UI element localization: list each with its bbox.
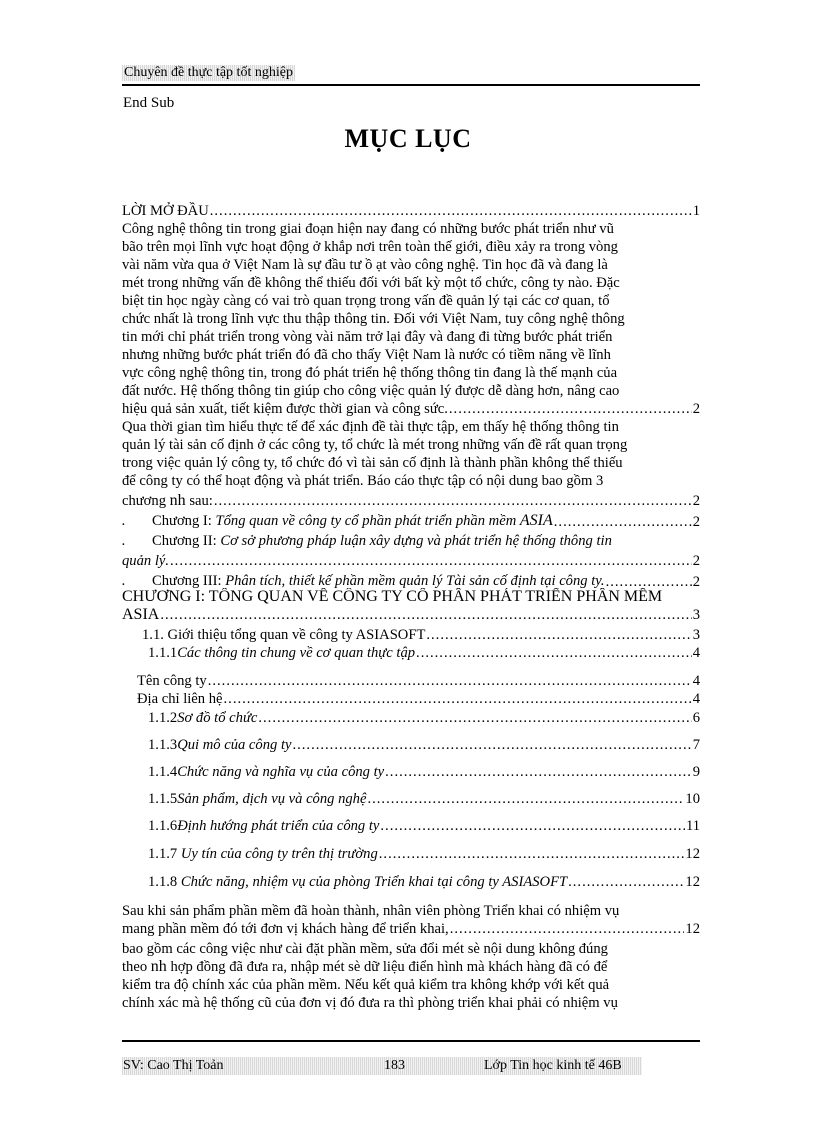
bullet-icon: . <box>122 516 125 528</box>
toc-entry-1-1-1[interactable]: 1.1.1Các thông tin chung về cơ quan thực tập ..... 4 <box>122 644 700 662</box>
toc-bullet-chuong-3[interactable]: . Chương III: Phân tích, thiết kế phần mềm quản lý Tài sản cố định tại công ty. ..... 2 <box>122 572 700 591</box>
toc-entry-1-1-2[interactable]: 1.1.2Sơ đồ tổ chức ..... 6 <box>122 709 700 727</box>
page-title: MỤC LỤC <box>344 124 472 153</box>
toc-entry-1-1-8[interactable]: 1.1.8 Chức năng, nhiệm vụ của phòng Triển khai tại công ty ASIASOFT ..... 12 <box>122 873 700 891</box>
page-footer <box>122 1040 700 1082</box>
footer-class: Lớp Tin học kinh tế 46B <box>484 1058 622 1073</box>
toc-bullet-chuong-1[interactable]: . Chương I: Tổng quan về công ty cổ phần phát triển phần mềm ASIA ..... 2 <box>122 512 700 531</box>
toc-entry-1-1-4[interactable]: 1.1.4Chức năng và nghĩa vụ của công ty ..... 9 <box>122 763 700 781</box>
toc-entry-ten-cong-ty[interactable]: Tên công ty ..... 4 <box>122 672 700 690</box>
page-header <box>122 64 700 86</box>
toc-entry-1-1[interactable]: 1.1. Giới thiệu tổng quan về công ty ASIASOFT ..... 3 <box>122 626 700 644</box>
header-text: Chuyên đề thực tập tốt nghiệp <box>124 65 293 80</box>
footer-student: SV: Cao Thị Toản <box>123 1058 224 1073</box>
toc-entry-1-1-6[interactable]: 1.1.6Định hướng phát triển của công ty ..... 11 <box>122 817 700 835</box>
bullet-icon: . <box>122 576 125 588</box>
footer-page-number: 183 <box>384 1058 405 1073</box>
toc-entry-1-1-3[interactable]: 1.1.3Qui mô của công ty ..... 7 <box>122 736 700 754</box>
toc-entry-1-1-7[interactable]: 1.1.7 Uy tín của công ty trên thị trường ..... 12 <box>122 845 700 863</box>
toc-entry-dia-chi[interactable]: Địa chỉ liên hệ ..... 4 <box>122 690 700 708</box>
document-page: Chuyên đề thực tập tốt nghiệp End Sub MỤC LỤC LỜI MỞ ĐẦU ..... 1 Công nghệ thông tin trong giai đoạn hiện nay đang có những bước phát triển như vũ bão trên mọi lĩnh vực hoạt động ở khắp nơi trên toàn thế giới, điều xảy ra trong vòng vài năm vừa qua ở Việt Nam là sự đầu tư ồ ạt vào công nghệ. Tin học đã và đang là mét trong những vấn đề không thể thiếu đối với bất kỳ một tổ chức, công ty nào. Đặc biệt tin học ngày càng có vai trò quan trọng trong vấn đề quản lý tại các cơ quan, tổ chức nhất là trong lĩnh vực thu thập thông tin. Đối với Việt Nam, tuy công nghệ thông tin mới chỉ phát triển trong vòng vài năm trở lại đây và đang đi từng bước phát triển nhưng những bước phát triển đó đã cho thấy Việt Nam là nước có tiềm năng về lĩnh vực công nghệ thông tin, trong đó phát triển hệ thống thông tin đang là thế mạnh của đất nước. Hệ thống thông tin giúp cho công việc quản lý được dễ dàng hơn, nâng cao hiệu quả sản xuất, tiết kiệm được thời gian và công sức. ..... 2 Qua thời gian tìm hiểu thực tế để xác định đề tài thực tập, em thấy hệ thống thông tin quản lý tài sản cố định ở các công ty, tổ chức là mét trong những vấn đề rất quan trọng trong việc quản lý công ty, tổ chức đó vì tài sản cố định là thành phần không thể thiếu để công ty có thể hoạt động và phát triển. Báo cáo thực tập có nội dung bao gồm 3 chương nh sau: ..... 2 . Chương I: Tổng quan về công ty cổ phần phát triển phần mềm ASIA ..... 2 . Chương II: Cơ sở phương pháp luận xây dựng và phát triển hệ thống thông tin quản lý. ..... 2 . Chương III: Phân tích, thiết kế phần mềm quản lý Tài sản cố định tại công ty. ..... 2 CHƯƠNG I: TỔNG QUAN VỀ CÔNG TY CỔ PHẦN PHÁT TRIỂN PHẦN MỀM ASIA ..... 3 1.1. Giới thiệu tổng quan về công ty ASIASOFT ..... 3 1.1.1Các thông tin chung về cơ quan thực tập ..... 4 Tên công ty ..... 4 Địa chỉ liên hệ ..... 4 1.1.2Sơ đồ tổ chức ..... 6 1.1.3Qui mô của công ty ..... 7 1.1.4Chức năng và nghĩa vụ của công ty ..... 9 1.1.5Sản phẩm, dịch vụ và công nghệ ..... 10 1.1.6Định hướng phát triển của công ty ..... 11 1.1.7 Uy tín của công ty trên thị trường ..... 12 1.1.8 Chức năng, nhiệm vụ của phòng Triển khai tại công ty ASIASOFT ..... 12 Sau khi sản phẩm phần mềm đã hoàn thành, nhân viên phòng Triển khai có nhiệm vụ mang phần mềm đó tới đơn vị khách hàng để triển khai, ..... 12 bao gồm các công việc như cài đặt phần mềm, sửa đổi mét sè nội dung không đúng theo nh hợp đồng đã đưa ra, nhập mét sè dữ liệu điển hình mà khách hàng đã có để kiểm tra độ chính xác của phần mềm. Nếu kết quả kiểm tra không khớp với kết quả chính xác mà hệ thống cũ của đơn vị đó đưa ra thì phòng triển khai phải có nhiệm vụ SV: Cao Thị Toản 183 Lớp Tin học kinh tế 46B <box>0 0 816 1123</box>
toc-entry-1-1-5[interactable]: 1.1.5Sản phẩm, dịch vụ và công nghệ ..... 10 <box>122 790 700 808</box>
end-sub-text: End Sub <box>123 95 175 111</box>
bullet-icon: . <box>122 536 125 548</box>
toc-entry-loi-mo-dau[interactable]: LỜI MỞ ĐẦU ..... 1 <box>122 202 700 220</box>
